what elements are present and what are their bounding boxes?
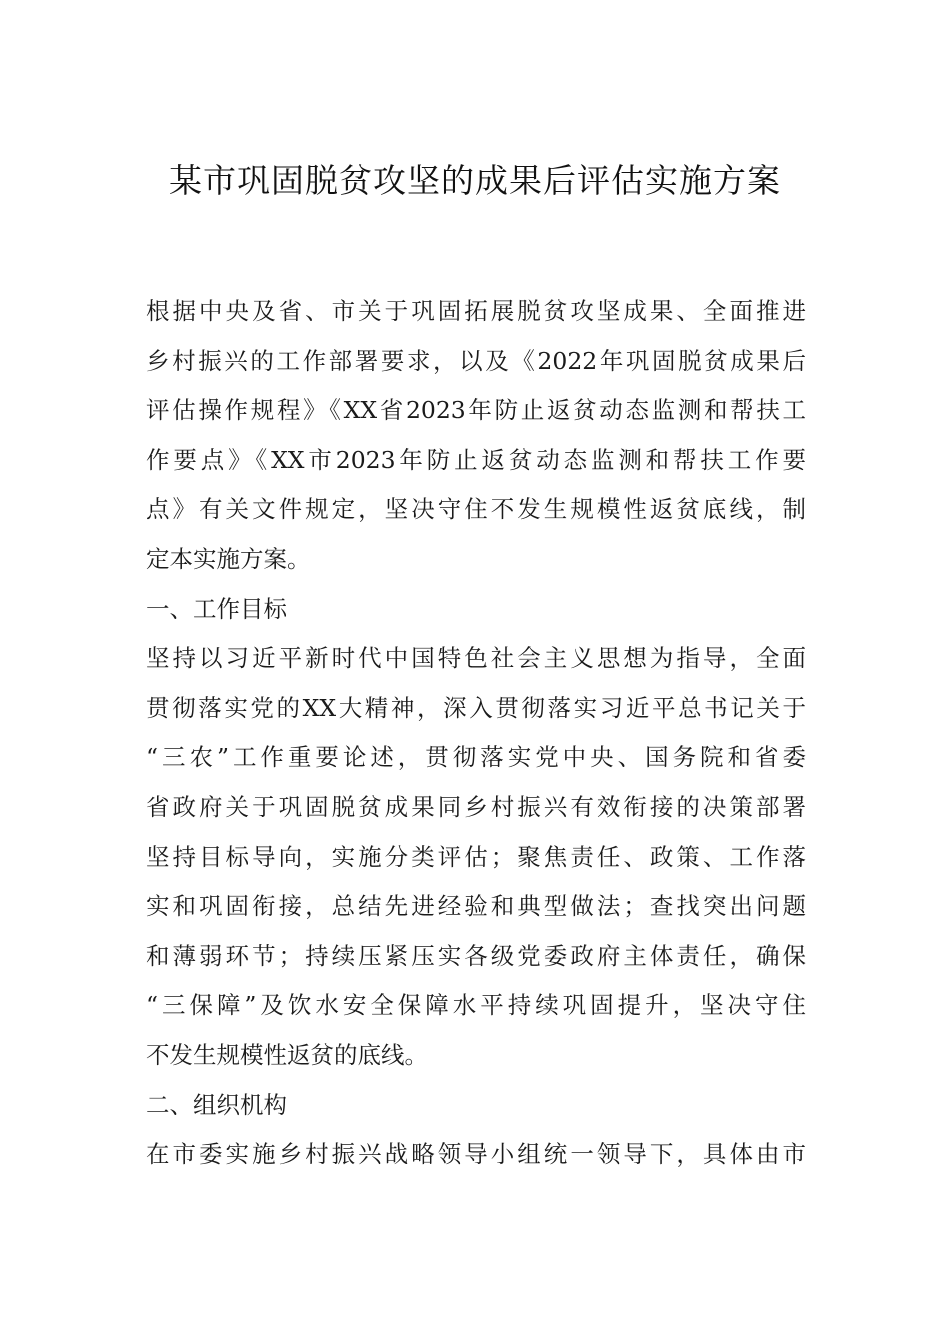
body-text-line: 和薄弱环节；持续压紧压实各级党委政府主体责任，确保 <box>146 941 806 970</box>
body-text-line: 乡村振兴的工作部署要求，以及《2022年巩固脱贫成果后 <box>146 346 806 375</box>
body-text-line: 定本实施方案。 <box>146 544 311 573</box>
body-text-line: 不发生规模性返贫的底线。 <box>146 1040 428 1069</box>
body-text-line: 点》有关文件规定，坚决守住不发生规模性返贫底线，制 <box>146 495 806 524</box>
body-text-line: 二、组织机构 <box>146 1090 287 1119</box>
body-text-line: 实和巩固衔接，总结先进经验和典型做法；查找突出问题 <box>146 892 806 921</box>
body-text-line: “三保障”及饮水安全保障水平持续巩固提升，坚决守住 <box>146 991 806 1020</box>
body-text-line: 评估操作规程》《XX省2023年防止返贫动态监测和帮扶工 <box>146 396 806 425</box>
body-text-line: “三农”工作重要论述，贯彻落实党中央、国务院和省委 <box>146 743 806 772</box>
body-text-line: 一、工作目标 <box>146 594 287 623</box>
body-text-line: 在市委实施乡村振兴战略领导小组统一领导下，具体由市 <box>146 1140 806 1169</box>
body-text-line: 省政府关于巩固脱贫成果同乡村振兴有效衔接的决策部署 <box>146 792 806 821</box>
document-body <box>146 287 806 1180</box>
body-text-line: 贯彻落实党的XX大精神，深入贯彻落实习近平总书记关于 <box>146 693 806 722</box>
document-title: 某市巩固脱贫攻坚的成果后评估实施方案 <box>169 161 781 200</box>
body-text-line: 坚持以习近平新时代中国特色社会主义思想为指导，全面 <box>146 644 806 673</box>
body-text-line: 作要点》《XX市2023年防止返贫动态监测和帮扶工作要 <box>146 445 806 474</box>
body-text-line: 坚持目标导向，实施分类评估；聚焦责任、政策、工作落 <box>146 842 806 871</box>
body-text-line: 根据中央及省、市关于巩固拓展脱贫攻坚成果、全面推进 <box>146 297 806 325</box>
